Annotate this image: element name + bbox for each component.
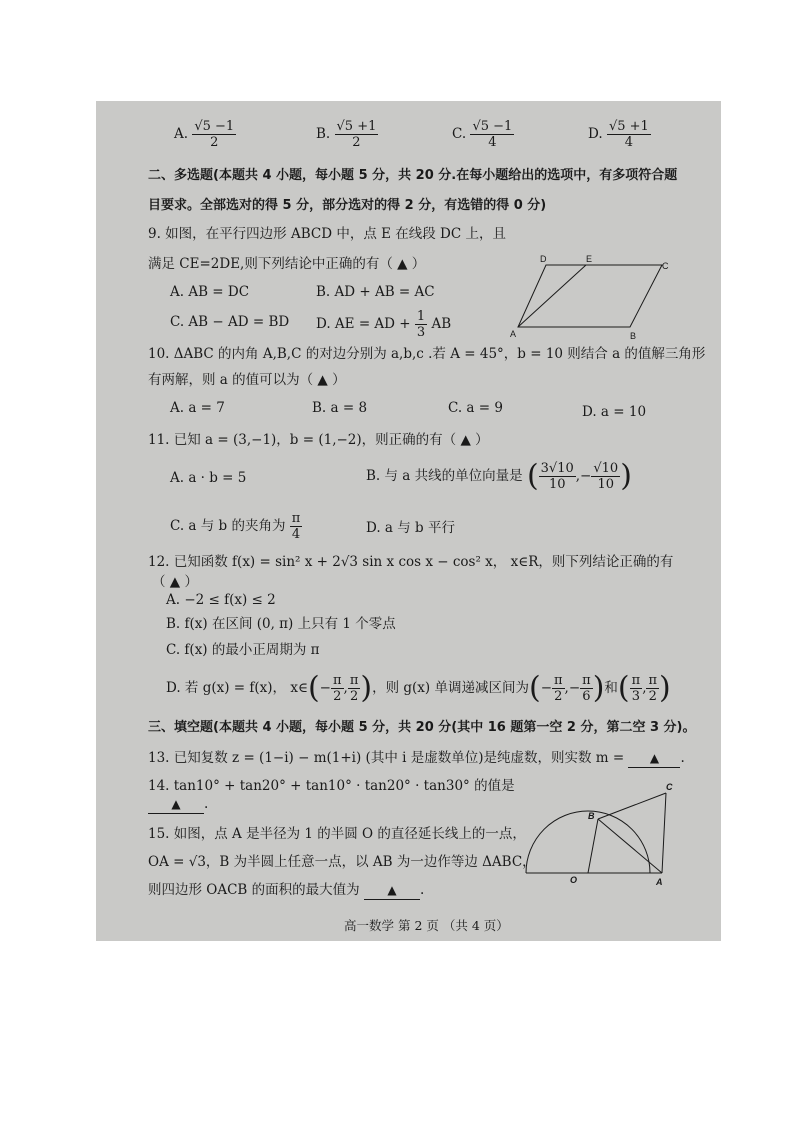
q11-option-b: B. 与 a 共线的单位向量是 ( $\frac{3√10}{10}$ ,− $\frac{√10}{10}$ ) [366, 458, 632, 494]
q10-stem-line1: 10. ΔABC 的内角 A,B,C 的对边分别为 a,b,c .若 A = 45°，b = 10 则结合 a 的值解三角形 [148, 346, 706, 362]
label-o: O [570, 875, 578, 885]
q11-option-c: C. a 与 b 的夹角为 $\frac{\pi}{4}$ [170, 511, 301, 542]
q10-option-b: B. a = 8 [312, 400, 368, 416]
q11-stem: 11. 已知 a = (3,−1)，b = (1,−2)，则正确的有（ ▲ ） [148, 432, 489, 448]
q15-answer-blank[interactable]: ▲ [364, 881, 420, 900]
page-footer: 高一数学 第 2 页 （共 4 页） [344, 918, 509, 933]
q9-option-c: C. AB − AD = BD [170, 314, 290, 330]
label-a: A [510, 329, 517, 339]
q10-option-c: C. a = 9 [448, 400, 503, 416]
label-c: C [662, 261, 669, 271]
q12-option-d: D. 若 g(x) = f(x)， x∈(− $\frac{\pi}{2}$ , $\frac{\pi}{2}$ )，则 g(x) 单调递减区间为(− $\frac{\pi}{2}$ ,− $\frac{\pi}{6}$ )和( $\frac{\pi}{3}$ , $\frac{\pi}{2}$ ) [166, 670, 671, 706]
q10-stem-line2: 有两解，则 a 的值可以为（ ▲ ） [148, 372, 346, 388]
q14-answer: ▲ . [148, 795, 208, 814]
q11-option-d: D. a 与 b 平行 [366, 520, 455, 536]
section2-header-line2: 目要求。全部选对的得 5 分，部分选对的得 2 分，有选错的得 0 分) [148, 198, 547, 213]
label-d: D [540, 254, 547, 264]
q8-option-b: B. $\frac{√5 +1}{2}$ [316, 119, 377, 150]
q9-stem-line1: 9. 如图，在平行四边形 ABCD 中，点 E 在线段 DC 上，且 [148, 226, 506, 242]
section3-header: 三、填空题(本题共 4 小题，每小题 5 分，共 20 分(其中 16 题第一空 2 分，第二空 3 分)。 [148, 720, 696, 735]
q9-option-d: D. AE = AD + $\frac{1}{3}$ AB [316, 309, 452, 340]
q14-answer-blank[interactable]: ▲ [148, 795, 204, 814]
q15-stem-line1: 15. 如图，点 A 是半径为 1 的半圆 O 的直径延长线上的一点， [148, 826, 526, 842]
q12-option-b: B. f(x) 在区间 (0, π) 上只有 1 个零点 [166, 616, 396, 632]
q12-option-a: A. −2 ≤ f(x) ≤ 2 [166, 592, 276, 608]
q8-option-a: A. $\frac{√5 -1}{2}$ [174, 119, 235, 150]
label-c: C [666, 782, 673, 792]
exam-page [96, 101, 721, 941]
q12-option-c: C. f(x) 的最小正周期为 π [166, 642, 320, 658]
q12-stem-line2: （ ▲ ） [152, 574, 198, 590]
label-a: A [656, 877, 663, 887]
q13-answer-blank[interactable]: ▲ [628, 749, 680, 768]
q10-option-a: A. a = 7 [170, 400, 225, 416]
q14-stem: 14. tan10° + tan20° + tan10° · tan20° · tan30° 的值是 [148, 778, 515, 794]
parallelogram-figure [510, 253, 674, 343]
label-b: B [630, 331, 637, 341]
q11-option-a: A. a · b = 5 [170, 470, 247, 486]
label-b: B [588, 811, 595, 821]
q9-stem-line2: 满足 CE=2DE,则下列结论中正确的有（ ▲ ） [148, 256, 426, 272]
label-e: E [586, 254, 593, 264]
q9-option-a: A. AB = DC [170, 284, 250, 300]
q10-option-d: D. a = 10 [582, 404, 647, 420]
section2-header-line1: 二、多选题(本题共 4 小题，每小题 5 分，共 20 分.在每小题给出的选项中，有多项符合题 [148, 168, 678, 183]
q9-option-b: B. AD + AB = AC [316, 284, 435, 300]
q15-stem-line2: OA = √3，B 为半圆上任意一点，以 AB 为一边作等边 ΔABC， [148, 854, 536, 870]
q15-stem-line3: 则四边形 OACB 的面积的最大值为 ▲ . [148, 882, 425, 898]
semicircle-figure [516, 781, 676, 891]
q8-option-c: C. $\frac{√5 -1}{4}$ [452, 119, 513, 150]
q12-stem-line1: 12. 已知函数 f(x) = sin² x + 2√3 sin x cos x − cos² x， x∈R，则下列结论正确的有 [148, 554, 674, 570]
q13-stem: 13. 已知复数 z = (1−i) − m(1+i) (其中 i 是虚数单位)是纯虚数，则实数 m = ▲ . [148, 750, 685, 766]
q8-option-d: D. $\frac{√5 +1}{4}$ [588, 119, 649, 150]
